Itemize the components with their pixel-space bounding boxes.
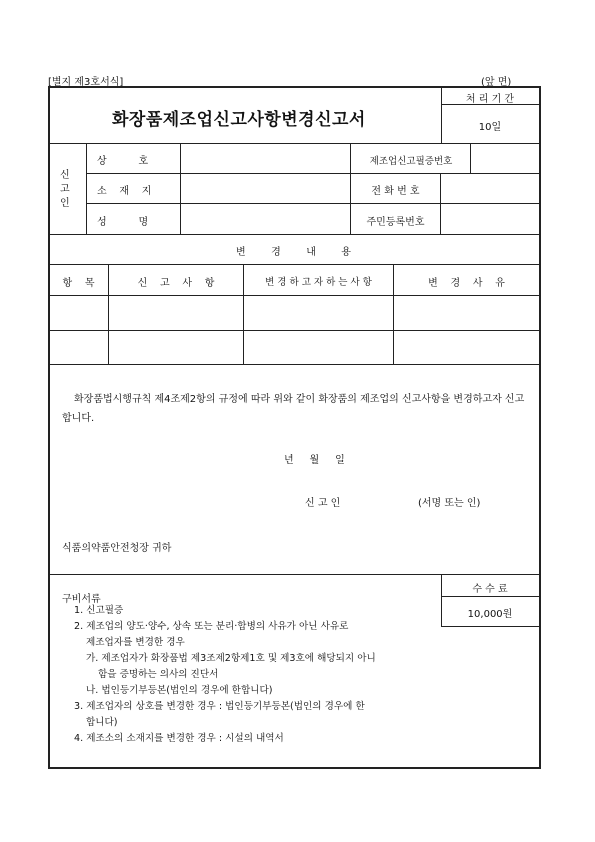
change-desired-cell[interactable] (244, 331, 392, 363)
form-title: 화장품제조업신고사항변경신고서 (112, 110, 366, 130)
name-field[interactable] (181, 204, 349, 233)
column-header-reported: 신 고 사 항 (137, 278, 215, 289)
applicant-group-label: 신 고 인 (60, 170, 70, 209)
list-item: 제조업자를 변경한 경우 (86, 637, 185, 648)
list-item: 함을 증명하는 의사의 진단서 (98, 669, 219, 680)
change-item-cell[interactable] (49, 296, 107, 329)
resident-number-field[interactable] (441, 204, 538, 233)
signature-field[interactable] (350, 488, 410, 508)
declaration-divider (48, 574, 541, 575)
change-desired-cell[interactable] (244, 296, 392, 329)
location-field[interactable] (181, 174, 349, 202)
changes-section-title: 변 경 내 용 (236, 247, 351, 258)
location-label: 소 재 지 (97, 186, 152, 197)
trade-name-label: 상 호 (97, 156, 149, 167)
signature-note: (서명 또는 인) (418, 498, 481, 509)
processing-period-label: 처 리 기 간 (465, 94, 515, 105)
declaration-statement: 화장품법시행규칙 제4조제2항의 규정에 따라 위와 같이 화장품의 제조업의 신고사항을 변경하고자 신고합니다. (62, 394, 525, 424)
documents-list (74, 603, 444, 747)
phone-field[interactable] (441, 174, 538, 202)
fee-amount: 10,000원 (467, 609, 513, 620)
list-item: 3. 제조업자의 상호를 변경한 경우 : 법인등기부등본(법인의 경우에 한 (74, 701, 365, 712)
list-item: 나. 법인등기부등본(법인의 경우에 한합니다) (86, 685, 273, 696)
list-item: 합니다) (86, 717, 118, 728)
change-reason-cell[interactable] (394, 331, 538, 363)
change-reported-cell[interactable] (109, 296, 242, 329)
license-number-label: 제조업신고필증번호 (369, 156, 453, 167)
list-item: 1. 신고필증 (74, 605, 124, 616)
list-item: 4. 제조소의 소재지를 변경한 경우 : 시설의 내역서 (74, 733, 284, 744)
processing-period-value: 10일 (478, 122, 502, 133)
date-line: 년 월 일 (284, 455, 345, 466)
license-number-field[interactable] (471, 144, 538, 172)
form-number: [별지 제3호서식] (48, 77, 124, 88)
documents-heading: 구비서류 (62, 594, 101, 605)
phone-label: 전 화 번 호 (371, 186, 420, 197)
column-header-item: 항 목 (62, 278, 95, 289)
change-reported-cell[interactable] (109, 331, 242, 363)
addressee: 식품의약품안전청장 귀하 (62, 543, 172, 554)
list-item: 가. 제조업자가 화장품법 제3조제2항제1호 및 제3호에 해당되지 아니 (86, 653, 376, 664)
column-header-reason: 변 경 사 유 (428, 278, 505, 289)
page-side-label: (앞 면) (481, 77, 512, 88)
change-item-cell[interactable] (49, 331, 107, 363)
column-header-desired-change: 변 경 하 고 자 하 는 사 항 (265, 277, 372, 288)
resident-number-label: 주민등록번호 (366, 217, 425, 228)
trade-name-field[interactable] (181, 144, 349, 172)
list-item: 2. 제조업의 양도·양수, 상속 또는 분리·합병의 사유가 아닌 사유로 (74, 621, 349, 632)
signer-label: 신 고 인 (305, 498, 341, 509)
name-label: 성 명 (97, 217, 149, 228)
fee-label: 수 수 료 (472, 584, 508, 595)
change-reason-cell[interactable] (394, 296, 538, 329)
